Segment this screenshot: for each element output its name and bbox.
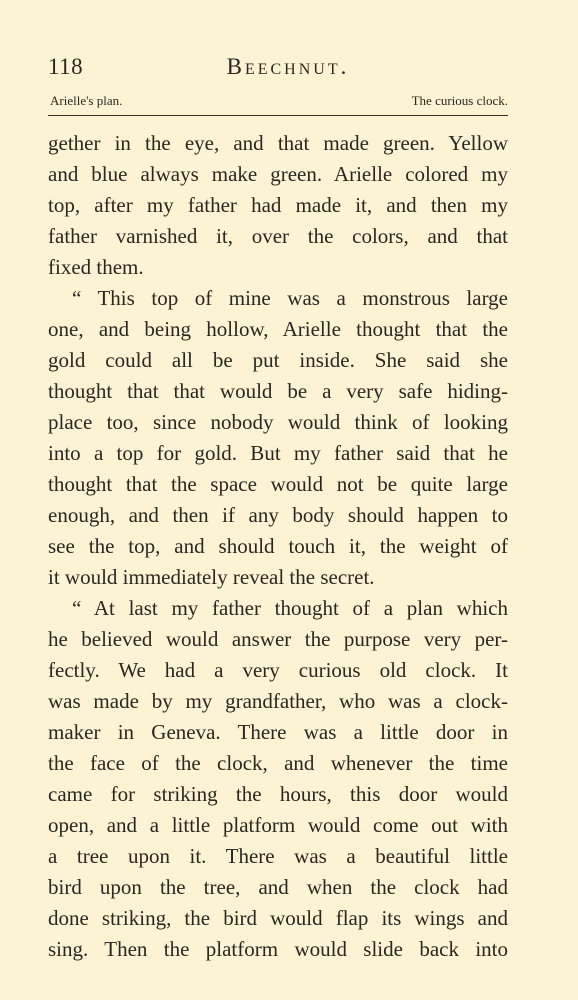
page-subheader — [48, 92, 508, 110]
text-line: was made by my grandfather, who was a clock- — [48, 689, 508, 713]
text-line: it would immediately reveal the secret. — [48, 565, 375, 589]
text-line: one, and being hollow, Arielle thought that the — [48, 317, 508, 341]
text-line: thought that that would be a very safe hiding- — [48, 379, 508, 403]
text-line: “ This top of mine was a monstrous large — [72, 286, 508, 310]
text-line: bird upon the tree, and when the clock had — [48, 875, 508, 899]
left-subtitle: Arielle's plan. — [50, 93, 123, 108]
text-line: maker in Geneva. There was a little door in — [48, 720, 508, 744]
text-line: gold could all be put inside. She said she — [48, 348, 508, 372]
text-line: father varnished it, over the colors, and that — [48, 224, 508, 248]
running-title: Beechnut. — [226, 54, 350, 79]
text-line: see the top, and should touch it, the weight of — [48, 534, 508, 558]
body-text — [48, 128, 508, 965]
text-line: done striking, the bird would flap its wings and — [48, 906, 508, 930]
text-line: the face of the clock, and whenever the time — [48, 751, 508, 775]
text-line: and blue always make green. Arielle colored my — [48, 162, 508, 186]
page-number: 118 — [48, 54, 84, 79]
text-line: he believed would answer the purpose very per- — [48, 627, 508, 651]
page-header — [48, 54, 508, 86]
text-line: into a top for gold. But my father said that he — [48, 441, 508, 465]
text-line: fixed them. — [48, 255, 144, 279]
text-line: sing. Then the platform would slide back into — [48, 937, 508, 961]
text-line: place too, since nobody would think of looking — [48, 410, 508, 434]
right-subtitle: The curious clock. — [411, 93, 508, 108]
text-line: open, and a little platform would come out with — [48, 813, 508, 837]
text-line: gether in the eye, and that made green. Yellow — [48, 131, 508, 155]
text-line: top, after my father had made it, and then my — [48, 193, 508, 217]
text-line: “ At last my father thought of a plan which — [72, 596, 508, 620]
text-line: fectly. We had a very curious old clock. It — [48, 658, 508, 682]
text-line: enough, and then if any body should happen to — [48, 503, 508, 527]
text-line: a tree upon it. There was a beautiful little — [48, 844, 508, 868]
text-line: thought that the space would not be quite large — [48, 472, 508, 496]
header-divider — [48, 115, 508, 116]
text-line: came for striking the hours, this door would — [48, 782, 508, 806]
